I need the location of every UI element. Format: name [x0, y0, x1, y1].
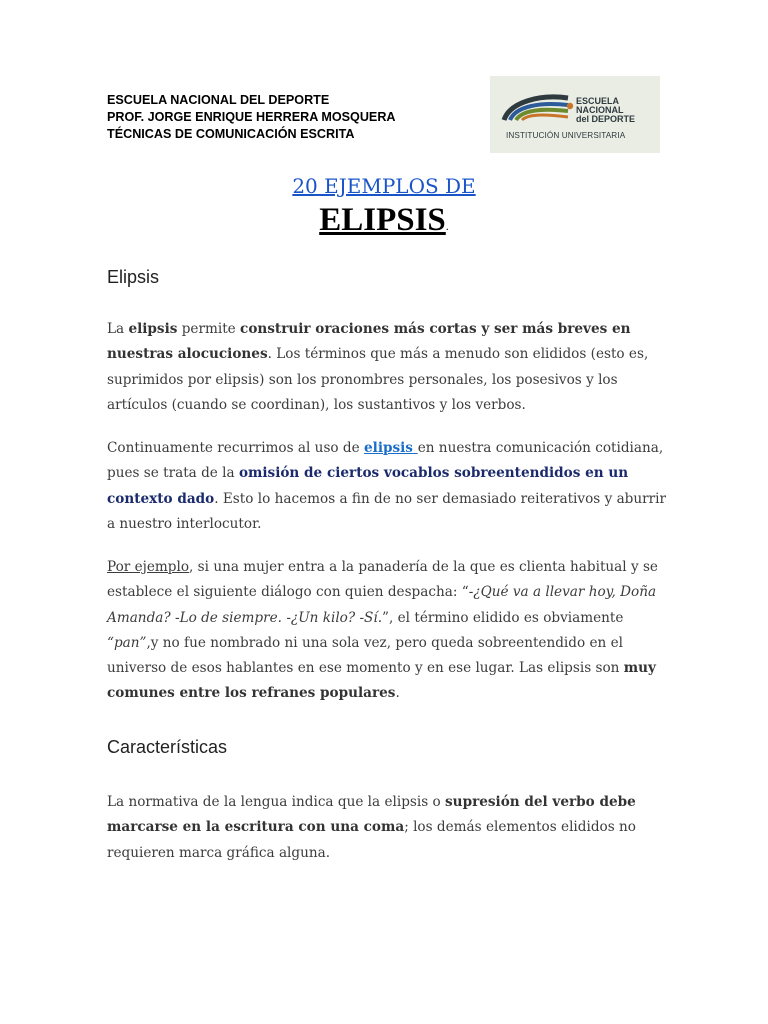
section-heading-caracteristicas: Características: [107, 737, 228, 757]
bold-text: construir oraciones más cortas y ser más breves en nuestras alocuciones: [107, 321, 631, 363]
underlined-text: Por ejemplo: [107, 559, 190, 575]
logo-text-institution: INSTITUCIÓN UNIVERSITARIA: [506, 131, 626, 140]
document-subtitle: 20 EJEMPLOS DE: [292, 174, 476, 198]
document-title-suffix: .: [445, 219, 449, 233]
header-school: ESCUELA NACIONAL DEL DEPORTE: [107, 93, 330, 107]
paragraph-definition: [107, 317, 677, 418]
header-professor: PROF. JORGE ENRIQUE HERRERA MOSQUERA: [107, 110, 396, 124]
bold-text: supresión del verbo debe marcarse en la escritura con una coma: [107, 794, 636, 836]
document-title-text: ELIPSIS: [319, 202, 446, 238]
bold-text: elipsis: [128, 321, 178, 337]
text: en nuestra comunicación cotidiana, pues se trata de la: [107, 440, 664, 482]
text: La: [107, 321, 129, 337]
text: , si una mujer entra a la panadería de la que es clienta habitual y se establece el siguiente diálogo con quien despacha: “: [107, 559, 658, 601]
paragraph-usage: [107, 436, 677, 537]
text: .: [395, 685, 400, 702]
text: . Los términos que más a menudo son elididos (esto es, suprimidos por elipsis) son los pronombres personales, los posesivos y los artículos (cuando se coordinan), los sustantivos y los verbos.: [107, 346, 649, 413]
institution-header: [107, 92, 396, 143]
paragraph-normativa: [107, 790, 677, 866]
bold-text: omisión de ciertos vocablos sobreentendidos en un contexto dado: [107, 465, 629, 507]
elipsis-link[interactable]: elipsis: [364, 440, 418, 456]
document-title: [0, 202, 768, 239]
italic-text: “pan”: [107, 634, 147, 651]
text: La normativa de la lengua indica que la elipsis o: [107, 794, 446, 810]
logo-text-deporte: del DEPORTE: [576, 114, 636, 124]
logo-text-escuela: ESCUELA: [576, 96, 620, 106]
paragraph-example: [107, 555, 677, 707]
logo-text-nacional: NACIONAL: [576, 105, 624, 115]
header-course: TÉCNICAS DE COMUNICACIÓN ESCRITA: [107, 127, 355, 141]
text: . Esto lo hacemos a fin de no ser demasiado reiterativos y aburrir a nuestro interlocutor.: [107, 490, 666, 532]
bold-text: muy comunes entre los refranes populares: [107, 660, 656, 702]
text: Continuamente recurrimos al uso de: [107, 440, 364, 456]
text: ”, el término elidido es obviamente: [382, 609, 624, 626]
section-heading-elipsis: Elipsis: [107, 267, 160, 287]
text: ,y no fue nombrado ni una sola vez, pero queda sobreentendido en el universo de esos hablantes en ese momento y en ese lugar. Las elipsis son: [107, 634, 624, 677]
school-logo: [490, 76, 660, 153]
italic-dialog: -¿Qué va a llevar hoy, Doña Amanda? -Lo de siempre. -¿Un kilo? -Sí.: [107, 584, 657, 626]
text: permite: [177, 321, 241, 337]
text: ; los demás elementos elididos no requieren marca gráfica alguna.: [107, 819, 636, 861]
